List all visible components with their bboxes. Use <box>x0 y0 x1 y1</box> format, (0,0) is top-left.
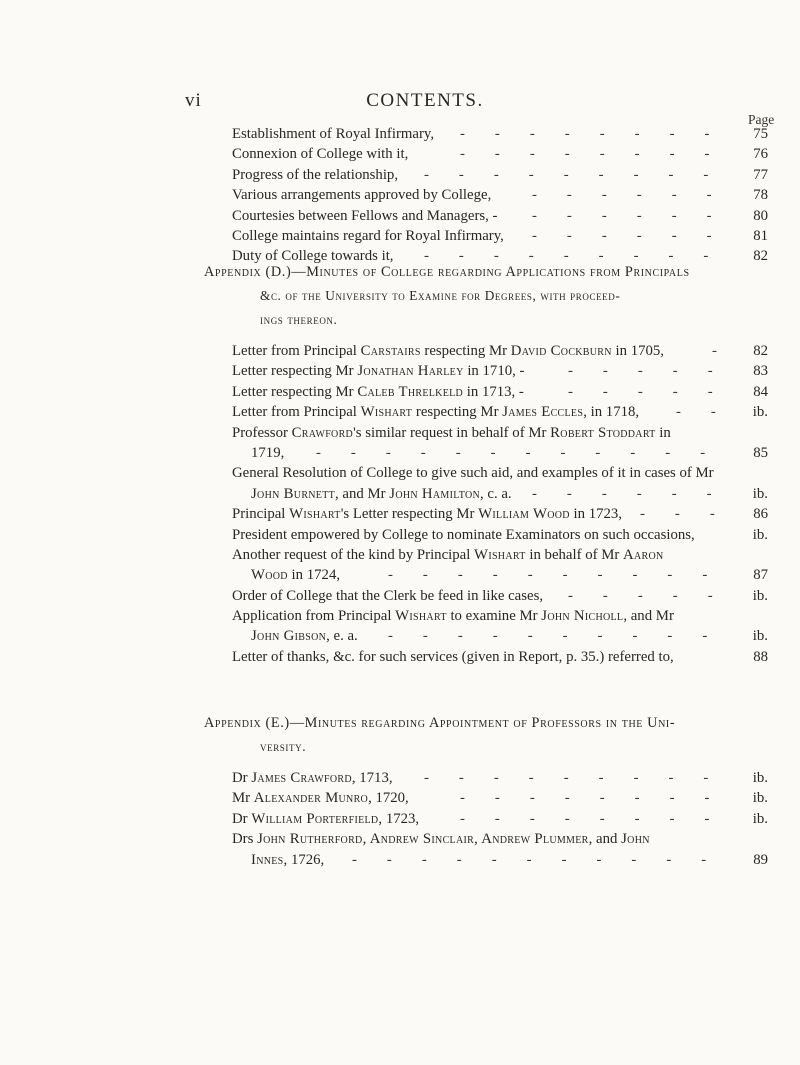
toc-entry-page: 75 <box>753 126 768 142</box>
toc-entry-page: ib. <box>752 628 768 645</box>
toc-section-main <box>232 124 768 267</box>
toc-entry-text <box>251 850 324 870</box>
page-title: CONTENTS. <box>366 90 484 111</box>
toc-entry <box>232 504 768 524</box>
toc-entry-text: Establishment of Royal Infirmary, <box>232 126 435 142</box>
page-header <box>185 90 665 116</box>
toc-entry-text-part: , 1720, <box>368 790 409 807</box>
leader-dashes: -------- <box>460 146 740 163</box>
toc-entry-text-part: Letter from Principal <box>232 404 361 421</box>
toc-entry-page: ib. <box>752 790 768 807</box>
toc-entry-text-part: Mr <box>232 790 254 807</box>
toc-entry-text-part: Letter respecting Mr <box>232 383 358 400</box>
toc-entry <box>232 484 768 504</box>
toc-entry-page: 82 <box>753 343 768 359</box>
leader-dashes: --- <box>640 506 745 523</box>
toc-entry-text-part: respecting Mr <box>420 343 511 359</box>
toc-entry-name: William Wood <box>478 506 570 523</box>
leader-dashes: ----- <box>568 383 743 400</box>
toc-entry-text-part: , 1713, <box>351 770 393 786</box>
toc-entry-name: Crawford <box>291 424 354 441</box>
toc-entry-text-part: respecting Mr <box>412 404 503 421</box>
toc-entry-name: James Crawford <box>251 770 352 786</box>
toc-entry-name: Wishart <box>360 404 413 421</box>
toc-entry <box>232 423 768 443</box>
toc-entry-text-part: , and Mr <box>623 608 674 625</box>
toc-entry <box>232 647 768 667</box>
toc-entry-page: 85 <box>753 444 768 461</box>
toc-entry-name: Robert Stoddart <box>550 424 656 441</box>
toc-entry-name: John Hamilton <box>389 485 480 502</box>
toc-entry-page: ib. <box>752 404 768 421</box>
toc-entry-text-part: , 1723, <box>378 810 420 827</box>
toc-entry-text <box>232 768 393 788</box>
toc-entry-text-part: Principal <box>232 506 290 523</box>
toc-entry-text-part: Dr <box>232 810 252 827</box>
toc-entry-page: ib. <box>752 587 768 604</box>
toc-entry-text-part: in 1724, <box>287 567 341 584</box>
appendix-e-heading <box>204 711 764 759</box>
page-number: vi <box>185 90 202 111</box>
toc-entry <box>232 565 768 585</box>
toc-entry-name: John <box>621 831 650 848</box>
toc-entry-text-part: Drs <box>232 831 258 848</box>
appendix-d-heading-line3: ings thereon. <box>260 312 338 327</box>
toc-entry-page: 89 <box>753 851 768 868</box>
toc-entry-page: 77 <box>753 166 768 183</box>
toc-entry-name: Carstairs <box>360 343 421 359</box>
leader-dashes: ------ <box>532 227 742 244</box>
toc-entry-text <box>251 565 340 585</box>
toc-entry-text-part: , in 1718, <box>583 404 640 421</box>
toc-entry-text-part: in 1705, <box>611 343 664 359</box>
toc-entry-text <box>251 443 284 463</box>
toc-entry <box>232 606 768 626</box>
toc-entry-text <box>232 463 714 483</box>
toc-entry-name: Caleb Threlkeld <box>357 383 464 400</box>
toc-entry-text <box>232 829 650 849</box>
toc-entry-name: Aaron <box>623 546 664 563</box>
toc-entry-text <box>232 809 419 829</box>
toc-entry <box>232 341 768 361</box>
toc-entry-name: Alexander Munro <box>253 790 369 807</box>
toc-entry-name: Wishart <box>395 608 447 625</box>
toc-entry-text <box>232 361 524 381</box>
toc-entry-name: Wishart <box>289 506 341 523</box>
toc-entry-page: 78 <box>753 187 768 204</box>
toc-entry <box>232 463 768 483</box>
toc-entry <box>232 206 768 226</box>
toc-entry-text-part: to examine Mr <box>446 608 542 625</box>
toc-entry-text <box>251 626 358 646</box>
toc-entry-page: ib. <box>752 810 768 827</box>
toc-entry-page: ib. <box>752 770 768 786</box>
leader-dashes: - <box>712 343 747 359</box>
toc-entry-text: College maintains regard for Royal Infirmary, <box>232 227 504 244</box>
appendix-e-heading-line2: versity. <box>260 739 307 754</box>
toc-entry-text <box>232 525 695 545</box>
leader-dashes: ----- <box>568 363 743 380</box>
leader-dashes: ---------- <box>388 628 738 645</box>
toc-entry <box>232 525 768 545</box>
toc-entry-text-part: , c. a. <box>480 485 512 502</box>
toc-entry-page: 84 <box>753 383 768 400</box>
leader-dashes: --------- <box>424 770 739 786</box>
toc-entry-text: Connexion of College with it, <box>232 146 409 163</box>
toc-entry <box>232 809 768 829</box>
leader-dashes: -------- <box>460 126 740 142</box>
toc-entry <box>232 443 768 463</box>
toc-entry <box>232 165 768 185</box>
toc-entry-text-part: 's Letter respecting Mr <box>340 506 479 523</box>
toc-entry-text <box>232 788 409 808</box>
toc-entry-name: Wishart <box>474 546 526 563</box>
toc-entry-page: 82 <box>753 248 768 265</box>
toc-entry-text-part: in 1713, - <box>463 383 524 400</box>
toc-entry-text-part: 's similar request in behalf of Mr <box>353 424 551 441</box>
toc-entry-text <box>232 504 622 524</box>
leader-dashes: ---------- <box>388 567 738 584</box>
toc-entry <box>232 768 768 788</box>
toc-entry-text-part: , 1726, <box>283 851 325 868</box>
toc-entry <box>232 788 768 808</box>
toc-entry-text-part: in 1723, <box>569 506 622 523</box>
toc-entry-name: David Cockburn <box>510 343 612 359</box>
toc-entry-text-part: General Resolution of College to give such aid, and examples of it in cases of Mr <box>232 465 714 482</box>
toc-entry-text <box>232 545 664 565</box>
toc-entry-text-part: Another request of the kind by Principal <box>232 546 475 563</box>
toc-entry-name: William Porterfield <box>251 810 379 827</box>
leader-dashes: ------ <box>532 207 742 224</box>
toc-entry-text <box>232 402 639 422</box>
toc-entry <box>232 586 768 606</box>
toc-entry <box>232 185 768 205</box>
toc-entry <box>232 402 768 422</box>
toc-entry-page: 80 <box>753 207 768 224</box>
toc-entry-page: 87 <box>753 567 768 584</box>
toc-entry-name: Wood <box>251 567 288 584</box>
toc-entry <box>232 361 768 381</box>
toc-entry <box>232 124 768 144</box>
toc-entry <box>232 829 768 849</box>
toc-entry-text <box>232 341 664 361</box>
appendix-d-heading <box>204 260 764 332</box>
toc-entry-text-part: Letter respecting Mr <box>232 363 358 380</box>
toc-entry-page: 88 <box>753 648 768 665</box>
toc-entry-text <box>232 382 524 402</box>
toc-entry-text <box>232 606 674 626</box>
leader-dashes: ----- <box>568 587 743 604</box>
toc-entry-text-part: , and <box>588 831 622 848</box>
leader-dashes: -------- <box>460 790 740 807</box>
toc-entry-text-part: Letter of thanks, &c. for such services (given in Report, p. 35.) referred to, <box>232 648 674 665</box>
leader-dashes: --------- <box>424 166 739 183</box>
leader-dashes: ------ <box>532 485 742 502</box>
toc-entry-text-part: Dr <box>232 770 252 786</box>
toc-entry-text: Duty of College towards it, <box>232 248 394 265</box>
toc-entry-text: Various arrangements approved by College, <box>232 187 492 204</box>
toc-entry <box>232 382 768 402</box>
toc-entry-name: Innes <box>251 851 284 868</box>
toc-entry-name: John Nicholl <box>541 608 624 625</box>
toc-entry <box>232 850 768 870</box>
leader-dashes: -------- <box>460 810 740 827</box>
toc-entry-text-part: in behalf of Mr <box>525 546 624 563</box>
appendix-d-heading-line1: Appendix (D.)—Minutes of College regarding Applications from Principals <box>204 264 690 280</box>
leader-dashes: ------ <box>532 187 742 204</box>
toc-section-appendix-d <box>232 341 768 667</box>
toc-entry-text <box>232 647 674 667</box>
toc-entry-text-part: President empowered by College to nominate Examinators on such occasions, <box>232 526 695 543</box>
toc-entry-text <box>232 586 543 606</box>
toc-entry-name: John Rutherford, Andrew Sinclair, Andrew Plummer <box>257 831 589 848</box>
leader-dashes: ----------- <box>352 851 737 868</box>
toc-entry-text <box>232 423 671 443</box>
toc-entry-page: ib. <box>752 526 768 543</box>
toc-entry-page: ib. <box>752 485 768 502</box>
toc-entry-name: John Gibson <box>251 628 327 645</box>
toc-entry-name: Jonathan Harley <box>357 363 464 380</box>
toc-entry-text: Progress of the relationship, <box>232 166 399 183</box>
toc-entry <box>232 626 768 646</box>
page-column-label: Page <box>748 112 775 127</box>
toc-entry <box>232 226 768 246</box>
toc-entry-page: 81 <box>753 227 768 244</box>
toc-entry-name: James Eccles <box>502 404 584 421</box>
toc-entry-text-part: , e. a. <box>326 628 358 645</box>
toc-entry <box>232 545 768 565</box>
leader-dashes: --------- <box>424 248 739 265</box>
toc-entry-text-part: Order of College that the Clerk be feed in like cases, <box>232 587 544 604</box>
toc-entry-text-part: , and Mr <box>335 485 390 502</box>
toc-entry-text <box>251 484 512 504</box>
toc-entry-text-part: in 1710, - <box>463 363 525 380</box>
toc-entry <box>232 144 768 164</box>
toc-entry-text-part: Professor <box>232 424 292 441</box>
toc-entry-text-part: 1719, <box>251 444 285 461</box>
appendix-d-heading-line2: &c. of the University to Examine for Degrees, with proceed- <box>260 288 621 303</box>
toc-entry-text-part: Application from Principal <box>232 608 396 625</box>
appendix-e-heading-line1: Appendix (E.)—Minutes regarding Appointment of Professors in the Uni- <box>204 715 676 731</box>
toc-entry-text-part: Letter from Principal <box>232 343 361 359</box>
leader-dashes: -- <box>676 404 746 421</box>
toc-entry-text-part: in <box>655 424 671 441</box>
toc-section-appendix-e <box>232 768 768 870</box>
toc-entry-text: Courtesies between Fellows and Managers, - <box>232 207 498 224</box>
toc-entry-page: 86 <box>753 506 768 523</box>
toc-entry-page: 76 <box>753 146 768 163</box>
toc-entry-page: 83 <box>753 363 768 380</box>
toc-entry-name: John Burnett <box>251 485 336 502</box>
leader-dashes: ------------ <box>316 444 736 461</box>
